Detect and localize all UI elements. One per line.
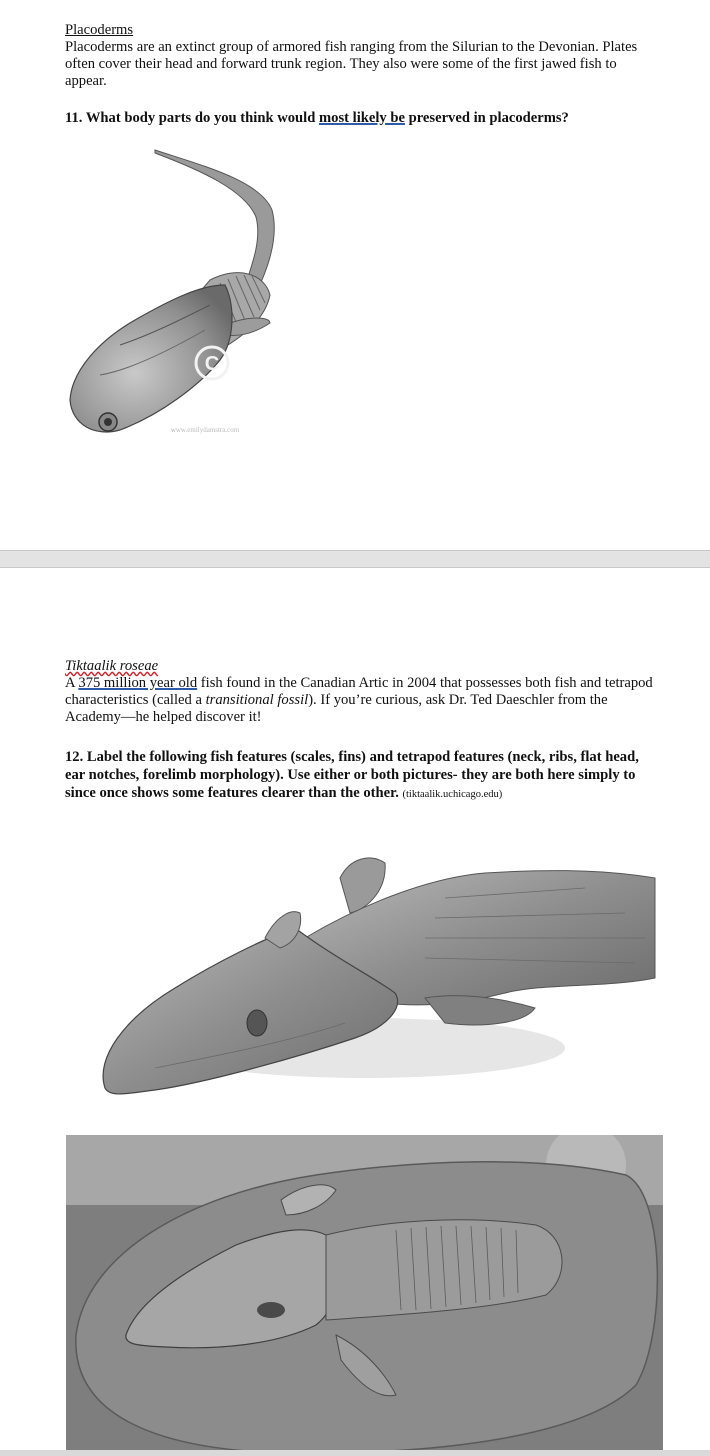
placoderms-section bbox=[65, 22, 655, 90]
page-separator bbox=[0, 550, 710, 568]
question-11-prefix: 11. What body parts do you think would bbox=[65, 110, 319, 126]
placoderms-body: Placoderms are an extinct group of armored fish ranging from the Silurian to the Devonian. Plates often cover their head and forward trunk region. They also were some of the first jawed fish to appear. bbox=[65, 39, 638, 89]
tiktaalik-body-highlight: 375 million year old bbox=[78, 675, 198, 691]
fossil-1-eye bbox=[247, 1010, 267, 1036]
tiktaalik-fossil-photo-1 bbox=[65, 818, 660, 1118]
placoderm-tail bbox=[155, 150, 274, 295]
tiktaalik-heading: Tiktaalik roseae bbox=[65, 658, 159, 674]
tiktaalik-body-prefix: A bbox=[65, 675, 79, 691]
tiktaalik-fossil-photo-2 bbox=[66, 1135, 663, 1456]
question-12-text: 12. Label the following fish features (scales, fins) and tetrapod features (neck, ribs, flat head, ear notches, forelimb morphology). Use either or both pictures- they are both here simply to since once shows some features clearer than the other. bbox=[65, 749, 639, 801]
question-11 bbox=[65, 109, 655, 127]
placoderms-heading: Placoderms bbox=[65, 22, 134, 38]
tiktaalik-body-suffix: ). If you’re curious, ask Dr. Ted Daeschler from the Academy—he helped discover it! bbox=[65, 692, 608, 725]
copyright-symbol: C bbox=[204, 353, 220, 375]
image-watermark: www.emilydamstra.com bbox=[170, 426, 240, 434]
placoderm-illustration bbox=[60, 145, 290, 445]
scroll-bottom-edge bbox=[0, 1450, 710, 1456]
document-page-2 bbox=[0, 568, 710, 1456]
question-11-highlight: most likely be bbox=[319, 110, 405, 126]
question-12-source: (tiktaalik.uchicago.edu) bbox=[402, 789, 503, 800]
tiktaalik-section bbox=[65, 658, 655, 726]
document-page-1 bbox=[0, 0, 710, 550]
question-11-suffix: preserved in placoderms? bbox=[404, 110, 569, 126]
fossil-2-eye bbox=[257, 1302, 285, 1318]
question-12 bbox=[65, 748, 655, 804]
tiktaalik-body bbox=[65, 675, 655, 726]
tiktaalik-body-mid: fish found in the Canadian Artic in 2004 that possesses both fish and tetrapod characteristics (called a bbox=[65, 675, 653, 708]
tiktaalik-body-italic: transitional fossil bbox=[205, 692, 309, 708]
